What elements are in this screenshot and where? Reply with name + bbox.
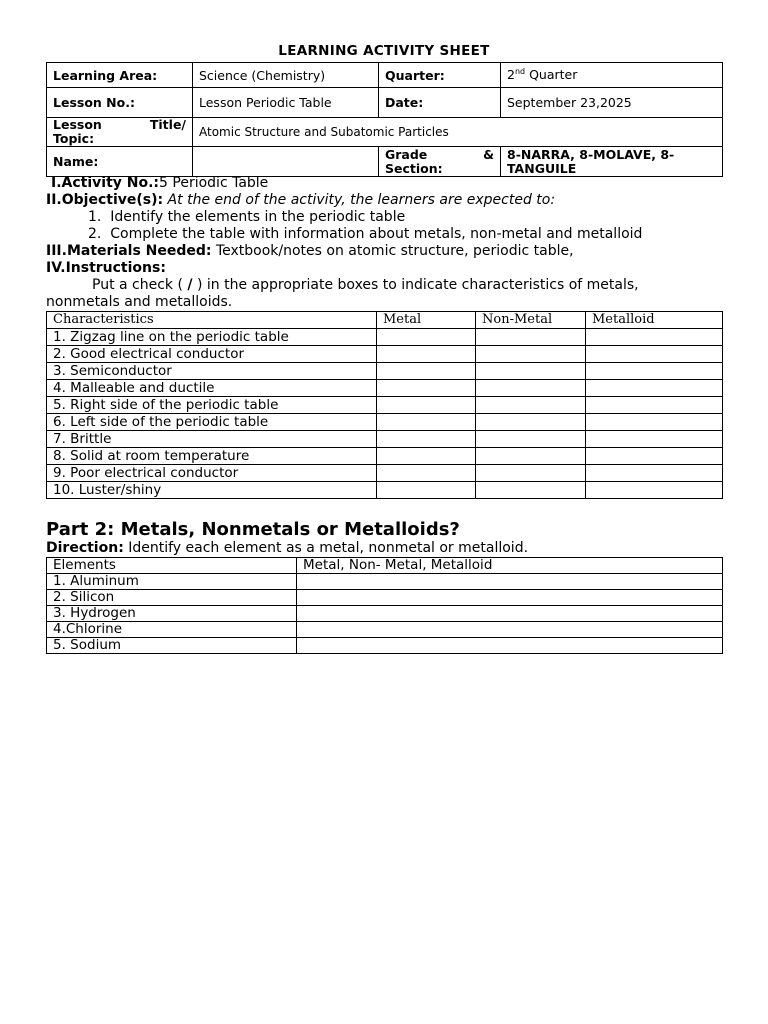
objective-item-1: 1. Identify the elements in the periodic table: [88, 209, 406, 225]
header-classification: Metal, Non- Metal, Metalloid: [297, 558, 723, 574]
quarter-word: Quarter: [529, 67, 578, 83]
learning-area-value: Science (Chemistry): [193, 63, 379, 88]
characteristic-cell: 1. Zigzag line on the periodic table: [47, 329, 377, 346]
direction-line: [46, 540, 528, 557]
table-row: [47, 606, 723, 622]
header-non-metal: Non-Metal: [476, 312, 586, 329]
element-cell: 5. Sodium: [47, 638, 297, 654]
classification-answer-cell[interactable]: [297, 574, 723, 590]
date-value: September 23,2025: [501, 88, 723, 118]
lesson-title-label-b: Title/: [149, 117, 186, 132]
non-metal-check-cell[interactable]: [476, 380, 586, 397]
table-row: [47, 346, 723, 363]
metalloid-check-cell[interactable]: [586, 431, 723, 448]
instructions-number: IV.: [46, 260, 66, 276]
learning-area-label: Learning Area:: [47, 63, 193, 88]
instructions-line-2: nonmetals and metalloids.: [46, 294, 233, 310]
metal-check-cell[interactable]: [377, 482, 476, 499]
check-mark-symbol: /: [187, 277, 193, 293]
table-row: [47, 414, 723, 431]
lesson-no-value: Lesson Periodic Table: [193, 88, 379, 118]
grade-section-value: [501, 147, 723, 177]
non-metal-check-cell[interactable]: [476, 448, 586, 465]
lesson-title-value: Atomic Structure and Subatomic Particles: [193, 118, 723, 147]
characteristics-header-row: [47, 312, 723, 329]
metalloid-check-cell[interactable]: [586, 448, 723, 465]
metalloid-check-cell[interactable]: [586, 380, 723, 397]
table-row: [47, 590, 723, 606]
metal-check-cell[interactable]: [377, 346, 476, 363]
quarter-number: 2: [507, 67, 515, 83]
element-cell: 2. Silicon: [47, 590, 297, 606]
quarter-suffix: nd: [514, 67, 526, 77]
metal-check-cell[interactable]: [377, 414, 476, 431]
metalloid-check-cell[interactable]: [586, 363, 723, 380]
activity-line: [51, 175, 268, 192]
table-row: [47, 329, 723, 346]
grade-label-c: Section:: [385, 160, 443, 176]
table-row: [47, 397, 723, 414]
header-characteristics: Characteristics: [47, 312, 377, 329]
characteristic-cell: 7. Brittle: [47, 431, 377, 448]
metalloid-check-cell[interactable]: [586, 482, 723, 499]
name-label: Name:: [47, 147, 193, 177]
objective-item-2-text: Complete the table with information about metals, non-metal and metalloid: [110, 226, 643, 242]
non-metal-check-cell[interactable]: [476, 431, 586, 448]
grade-value-a: 8-NARRA, 8-MOLAVE, 8-: [507, 146, 675, 162]
quarter-label: Quarter:: [379, 63, 501, 88]
characteristic-cell: 2. Good electrical conductor: [47, 346, 377, 363]
date-label: Date:: [379, 88, 501, 118]
classification-answer-cell[interactable]: [297, 590, 723, 606]
non-metal-check-cell[interactable]: [476, 465, 586, 482]
table-row: [47, 380, 723, 397]
objectives-number: II.: [46, 192, 62, 208]
instructions-text-a: Put a check (: [92, 277, 188, 293]
direction-label: Direction:: [46, 540, 124, 556]
elements-table: [46, 557, 723, 654]
characteristic-cell: 3. Semiconductor: [47, 363, 377, 380]
metal-check-cell[interactable]: [377, 431, 476, 448]
objective-item-1-text: Identify the elements in the periodic table: [110, 209, 406, 225]
activity-number: 5: [159, 175, 168, 191]
part2-title: Part 2: Metals, Nonmetals or Metalloids?: [46, 519, 460, 540]
non-metal-check-cell[interactable]: [476, 329, 586, 346]
non-metal-check-cell[interactable]: [476, 482, 586, 499]
header-metal: Metal: [377, 312, 476, 329]
table-row: [47, 482, 723, 499]
metalloid-check-cell[interactable]: [586, 397, 723, 414]
lesson-title-label-c: Topic:: [53, 131, 95, 146]
grade-section-label: [379, 147, 501, 177]
lesson-title-label-a: Lesson: [53, 117, 102, 132]
characteristic-cell: 5. Right side of the periodic table: [47, 397, 377, 414]
characteristic-cell: 10. Luster/shiny: [47, 482, 377, 499]
table-row: [47, 363, 723, 380]
metal-check-cell[interactable]: [377, 397, 476, 414]
metal-check-cell[interactable]: [377, 465, 476, 482]
metalloid-check-cell[interactable]: [586, 346, 723, 363]
metalloid-check-cell[interactable]: [586, 465, 723, 482]
lesson-no-label: Lesson No.:: [47, 88, 193, 118]
elements-header-row: [47, 558, 723, 574]
non-metal-check-cell[interactable]: [476, 397, 586, 414]
table-row: [47, 465, 723, 482]
objective-item-2: 2. Complete the table with information about metals, non-metal and metalloid: [88, 226, 643, 242]
objectives-label: Objective(s):: [61, 192, 164, 208]
table-row: [47, 574, 723, 590]
activity-label: I.Activity No.:: [51, 175, 160, 191]
classification-answer-cell[interactable]: [297, 622, 723, 638]
metal-check-cell[interactable]: [377, 363, 476, 380]
characteristic-cell: 9. Poor electrical conductor: [47, 465, 377, 482]
objectives-line: [46, 192, 555, 209]
metalloid-check-cell[interactable]: [586, 414, 723, 431]
grade-label-b: &: [483, 146, 494, 162]
table-row: [47, 448, 723, 465]
metal-check-cell[interactable]: [377, 329, 476, 346]
instructions-heading: [46, 260, 166, 277]
table-row: [47, 431, 723, 448]
sheet-title: LEARNING ACTIVITY SHEET: [278, 43, 490, 59]
instructions-label: Instructions:: [65, 260, 166, 276]
name-value[interactable]: [193, 147, 379, 177]
materials-label: III.Materials Needed:: [46, 243, 212, 259]
instructions-text-b: ) in the appropriate boxes to indicate characteristics of metals,: [192, 277, 639, 293]
element-cell: 4.Chlorine: [47, 622, 297, 638]
characteristics-table: [46, 311, 723, 499]
lesson-title-label: [47, 118, 193, 147]
materials-text: Textbook/notes on atomic structure, periodic table,: [211, 243, 574, 259]
header-elements: Elements: [47, 558, 297, 574]
header-table: [46, 62, 723, 177]
element-cell: 1. Aluminum: [47, 574, 297, 590]
classification-answer-cell[interactable]: [297, 606, 723, 622]
metal-check-cell[interactable]: [377, 380, 476, 397]
materials-line: [46, 243, 574, 260]
instructions-line-1: [92, 277, 639, 294]
objectives-intro: At the end of the activity, the learners are expected to:: [163, 192, 556, 208]
quarter-value: [501, 63, 723, 88]
grade-value-b: TANGUILE: [507, 160, 577, 176]
non-metal-check-cell[interactable]: [476, 346, 586, 363]
metalloid-check-cell[interactable]: [586, 329, 723, 346]
grade-label-a: Grade: [385, 146, 428, 162]
non-metal-check-cell[interactable]: [476, 414, 586, 431]
characteristic-cell: 6. Left side of the periodic table: [47, 414, 377, 431]
classification-answer-cell[interactable]: [297, 638, 723, 654]
header-metalloid: Metalloid: [586, 312, 723, 329]
characteristic-cell: 4. Malleable and ductile: [47, 380, 377, 397]
characteristic-cell: 8. Solid at room temperature: [47, 448, 377, 465]
table-row: [47, 638, 723, 654]
table-row: [47, 622, 723, 638]
non-metal-check-cell[interactable]: [476, 363, 586, 380]
direction-text: Identify each element as a metal, nonmetal or metalloid.: [123, 540, 529, 556]
element-cell: 3. Hydrogen: [47, 606, 297, 622]
activity-text: Periodic Table: [167, 175, 269, 191]
metal-check-cell[interactable]: [377, 448, 476, 465]
